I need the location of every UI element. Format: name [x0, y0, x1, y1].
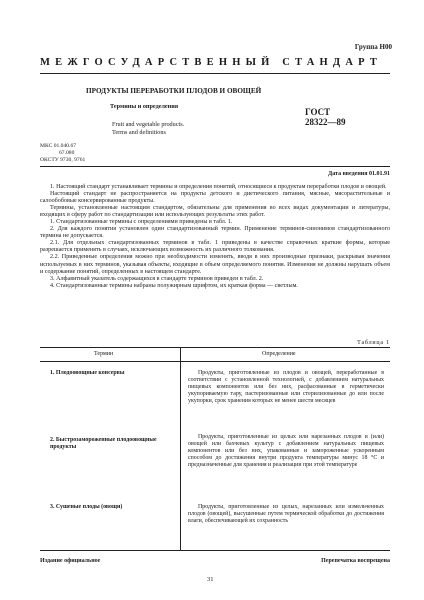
paragraph: Термины, установленные настоящим стандартом, обязательны для применения во всех видах документации и литературы, входящих в сферу работ по стандартизации или использующих результаты этих работ.: [40, 205, 390, 219]
standard-type-title: МЕЖГОСУДАРСТВЕННЫЙ СТАНДАРТ: [40, 57, 383, 68]
paragraph: 3. Алфавитный указатель содержащихся в стандарте терминов приведен в табл. 2.: [50, 275, 264, 282]
definition-cell: Продукты, приготовленные из плодов и овощей, переработанные в соответствии с установленной технологией, с добавлением натуральных пищевых компонентов или без них, расфасованные в герметически укупориваемую тару, пастеризованные или стерилизованные до или после укупорки, срок хранения которых не менее шести месяцев: [188, 370, 384, 404]
okstu-code: ОКСТУ 9730, 9761: [40, 157, 86, 163]
table-header-term: Термин: [94, 351, 114, 357]
table-column-divider: [180, 348, 181, 550]
term-cell: 2. Быстрозамороженные плодоовощные продукты: [50, 437, 157, 450]
mks-code-1: МКС 01.040.67: [40, 143, 77, 149]
english-title-line-1: Fruit and vegetable products.: [112, 121, 185, 128]
paragraph: 2. Для каждого понятия установлен один стандартизованный термин. Применение терминов-синонимов стандартизованного термина не допускается.: [40, 226, 390, 240]
gost-number: 28322—89: [305, 117, 346, 127]
paragraph: 1. Настоящий стандарт устанавливает термины и определения понятий, относящиеся к продуктам переработки плодов и овощей.: [50, 184, 387, 190]
english-title-line-2: Terms and definitions: [112, 129, 166, 136]
term-cell: 3. Сушеные плоды (овощи): [50, 504, 123, 510]
paragraph: 4. Стандартизованные термины набраны полужирным шрифтом, их краткая форма — светлым.: [50, 282, 298, 289]
table-caption: Таблица 1: [357, 340, 390, 346]
paragraph: 2.2. Приведенные определения можно при необходимости изменять, вводя в них производные признаки, раскрывая значения используемых в них терминов, указывая объекты, входящие в объем определяемого понятия. Изменения не должны нарушать объем и содержание понятий, определенных в настоящем стандарте.: [40, 254, 390, 275]
table-header-definition: Определение: [262, 351, 296, 357]
reprint-prohibited-label: Перепечатка воспрещена: [321, 558, 390, 564]
gost-designation: [305, 107, 346, 127]
definition-cell: Продукты, приготовленные из целых, нарезанных или измельченных плодов (овощей), высушенные путем термической обработки до достижения влаги, обеспечивающей их сохранность: [188, 504, 384, 524]
paragraph: 2.1. Для отдельных стандартизованных терминов в табл. 1 приведены в качестве справочных краткие формы, которые разрешается применять в случаях, исключающих возможность их различного толкования.: [40, 240, 390, 254]
table-header-divider: [40, 361, 390, 362]
official-edition-label: Издание официальное: [40, 558, 101, 564]
term-cell: 1. Плодоовощные консервы: [50, 370, 125, 376]
terms-table: [40, 347, 390, 551]
definition-cell: Продукты, приготовленные из целых или нарезанных плодов и (или) овощей или бахчевых культур с добавлением натуральных пищевых компонентов или без них, упакованные и замороженные ускоренным способом до достижения внутри продукта температуры минус 18 °С и предназначенные для хранения и реализации при этой температуре: [188, 434, 384, 468]
page-number: 31: [207, 576, 214, 583]
english-title: [112, 121, 184, 137]
document-subtitle: Термины и определения: [110, 103, 179, 110]
group-code: Группа Н00: [354, 43, 392, 51]
gost-label: ГОСТ: [305, 107, 331, 117]
paragraph: 1. Стандартизованные термины с определениями приведены в табл. 1.: [50, 219, 233, 226]
introduction-date: Дата введения 01.01.91: [328, 171, 390, 177]
classification-codes: [40, 143, 85, 164]
mks-code-2: 67.080: [59, 150, 75, 156]
document-title: ПРОДУКТЫ ПЕРЕРАБОТКИ ПЛОДОВ И ОВОЩЕЙ: [86, 87, 262, 95]
codes-divider: [40, 166, 390, 167]
body-text: [40, 184, 390, 290]
paragraph: Настоящий стандарт не распространяется на продукты детского и диетического питания, мясные, мясорастительные и салообобовые консервированные продукты.: [40, 191, 390, 205]
header-divider: [40, 73, 390, 74]
